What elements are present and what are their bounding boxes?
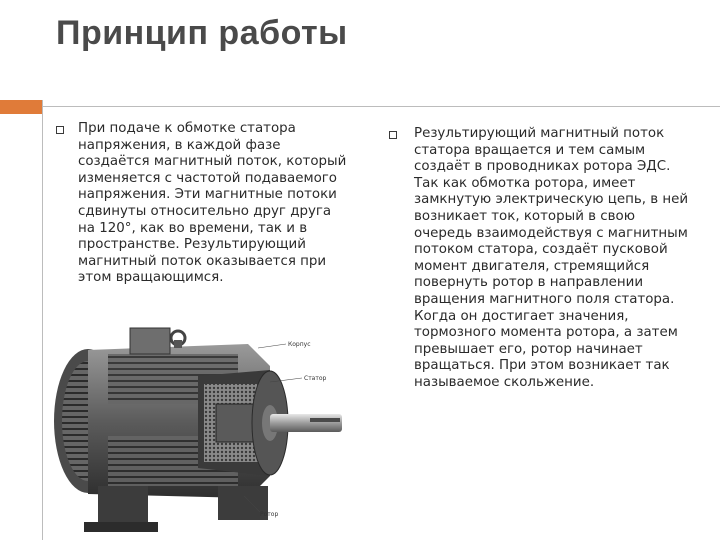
motor-cutaway-image: [48, 326, 358, 536]
title-divider-line: [42, 106, 720, 107]
square-bullet-icon: [389, 131, 397, 139]
motor-illustration: [48, 326, 358, 536]
right-column-text: Результирующий магнитный поток статора вращается и тем самым создаёт в проводниках ротора ЭДС. Так как обмотка ротора, имеет замкнутую электрическую цепь, в ней возникает ток, который в свою очередь взаимодействуя с магнитным потоком статора, создаёт пусковой момент двигателя, стремящийся повернуть ротор в направлении вращения магнитного поля статора. Когда он достигает значения, тормозного момента ротора, а затем превышает его, ротор начинает вращаться. При этом возникает так называемое скольжение.: [414, 126, 689, 390]
label-stator: Статор: [304, 375, 327, 382]
slide-title: Принцип работы: [56, 14, 348, 52]
label-housing: Корпус: [288, 341, 311, 348]
title-accent-bar: [0, 100, 42, 114]
label-rotor: Ротор: [260, 511, 279, 518]
square-bullet-icon: [56, 126, 64, 134]
left-column-text: При подаче к обмотке статора напряжения, в каждой фазе создаётся магнитный поток, который изменяется с частотой подаваемого напряжения. Эти магнитные потоки сдвинуты относительно друг друга на 120°, как во времени, так и в пространстве. Результирующий магнитный поток оказывается при этом вращающимся.: [78, 121, 347, 286]
content-left-border: [42, 100, 43, 540]
